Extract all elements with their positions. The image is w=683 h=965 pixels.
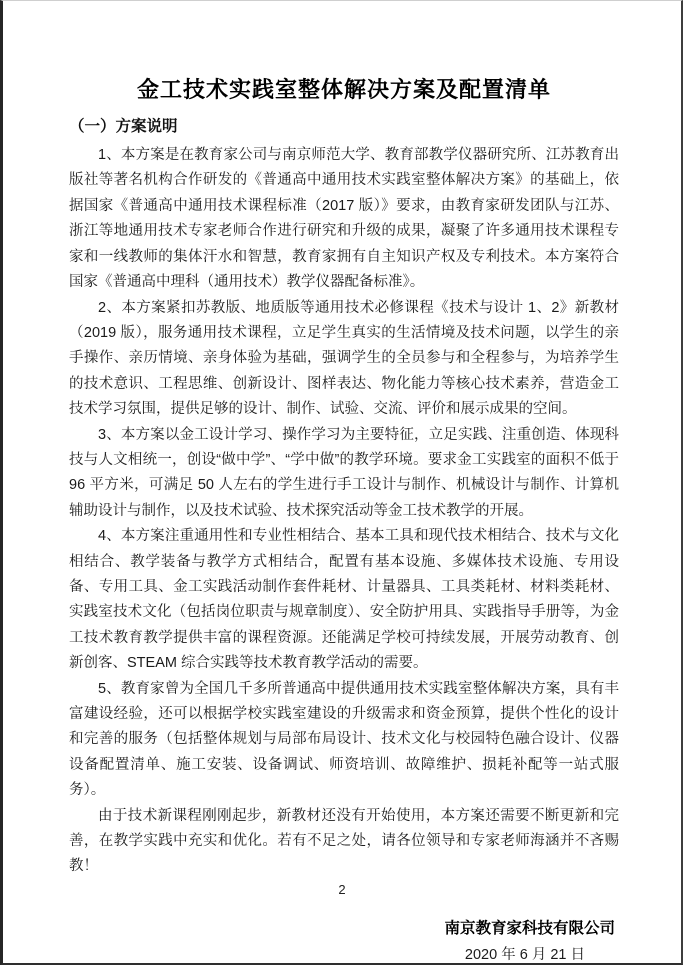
page-number: 2 (338, 882, 346, 897)
section-heading: （一）方案说明 (69, 118, 178, 136)
paragraph-4: 4、本方案注重通用性和专业性相结合、基本工具和现代技术相结合、技术与文化相结合、教学装备与教学方式相结合，配置有基本设施、多媒体技术设施、专用设备、专用工具、金工实践活动制作套件耗材、计量器具、工具类耗材、材料类耗材、实践室技术文化（包括岗位职责与规章制度）、安全防护用具、实践指导手册等，为金工技术教育教学提供丰富的课程资源。还能满足学校可持续发展，开展劳动教育、创新创客、STEAM 综合实践等技术教育教学活动的需要。 (69, 528, 619, 672)
paragraph-3: 3、本方案以金工设计学习、操作学习为主要特征，立足实践、注重创造、体现科技与人文相统一，创设“做中学”、“学中做”的教学环境。要求金工实践室的面积不低于 96 平方米，可满足 50 人左右的学生进行手工设计与制作、机械设计与制作、计算机辅助设计与制作，以及技术试验、技术探究活动等金工技术教学的开展。 (69, 426, 619, 519)
paragraph-5: 5、教育家曾为全国几千多所普通高中提供通用技术实践室整体解决方案，具有丰富建设经验，还可以根据学校实践室建设的升级需求和资金预算，提供个性化的设计和完善的服务（包括整体规划与局部布局设计、技术文化与校园特色融合设计、仪器设备配置清单、施工安装、设备调试、师资培训、故障维护、损耗补配等一站式服务）。 (69, 680, 619, 799)
signature-block (69, 918, 619, 965)
paragraph-6: 由于技术新课程刚刚起步，新教材还没有开始使用，本方案还需要不断更新和完善，在教学实践中充实和优化。若有不足之处，请各位领导和专家老师海涵并不吝赐教！ (69, 807, 619, 875)
paragraph-2: 2、本方案紧扣苏教版、地质版等通用技术必修课程《技术与设计 1、2》新教材（2019 版），服务通用技术课程，立足学生真实的生活情境及技术问题，以学生的亲手操作、亲历情境、亲身体验为基础，强调学生的全员参与和全程参与，为培养学生的技术意识、工程思维、创新设计、图样表达、物化能力等核心技术素养，营造金工技术学习氛围，提供足够的设计、制作、试验、交流、评价和展示成果的空间。 (69, 299, 619, 418)
document-body (69, 143, 619, 880)
signature-company: 南京教育家科技有限公司 (444, 919, 615, 937)
document-title: 金工技术实践室整体解决方案及配置清单 (136, 77, 551, 102)
signature-date: 2020 年 6 月 21 日 (464, 946, 585, 963)
paragraph-1: 1、本方案是在教育家公司与南京师范大学、教育部教学仪器研究所、江苏教育出版社等著名机构合作研发的《普通高中通用技术实践室整体解决方案》的基础上，依据国家《普通高中通用技术课程标准（2017 版）》要求，由教育家研发团队与江苏、浙江等地通用技术专家老师合作进行研究和升级的成果，凝聚了许多通用技术课程专家和一线教师的集体汗水和智慧，教育家拥有自主知识产权及专利技术。本方案符合国家《普通高中理科（通用技术）教学仪器配备标准》。 (69, 147, 619, 291)
